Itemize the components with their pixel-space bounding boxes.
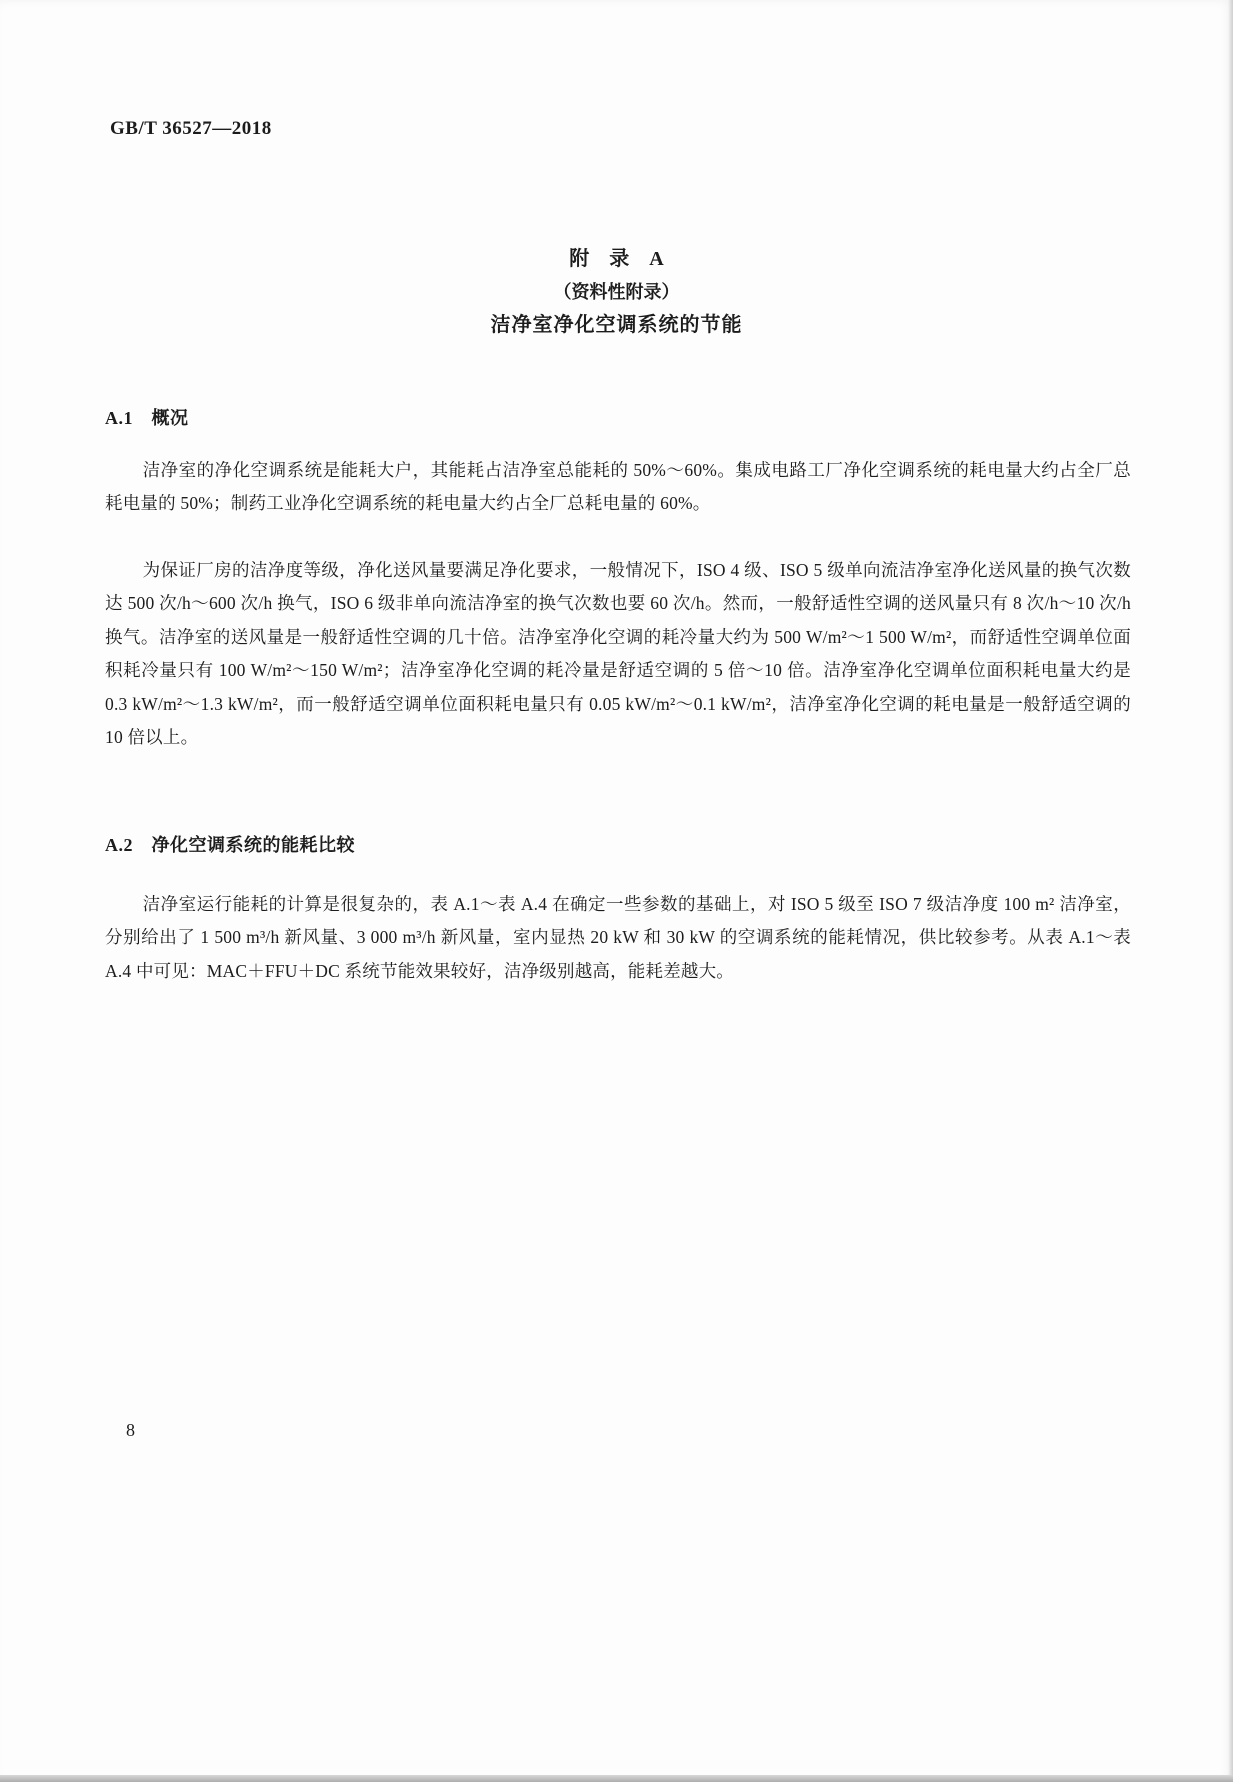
standard-number: GB/T 36527—2018 — [110, 118, 272, 139]
appendix-subtitle: （资料性附录） — [553, 282, 680, 302]
scan-edge-bottom — [0, 1775, 1233, 1782]
paragraph-a2-1: 洁净室运行能耗的计算是很复杂的，表 A.1～表 A.4 在确定一些参数的基础上，对 ISO 5 级至 ISO 7 级洁净度 100 m² 洁净室，分别给出了 1 500 m³/h 新风量、3 000 m³/h 新风量，室内显热 20 kW 和 30 kW 的空调系统的能耗情况，供比较参考。从表 A.1～表 A.4 中可见：MAC＋FFU＋DC 系统节能效果较好，洁净级别越高，能耗差越大。 — [105, 894, 1131, 981]
paragraph-a1-2: 为保证厂房的洁净度等级，净化送风量要满足净化要求，一般情况下，ISO 4 级、ISO 5 级单向流洁净室净化送风量的换气次数达 500 次/h～600 次/h 换气，ISO 6 级非单向流洁净室的换气次数也要 60 次/h。然而，一般舒适性空调的送风量只有 8 次/h～10 次/h 换气。洁净室的送风量是一般舒适性空调的几十倍。洁净室净化空调的耗冷量大约为 500 W/m²～1 500 W/m²，而舒适性空调单位面积耗冷量只有 100 W/m²～150 W/m²；洁净室净化空调的耗冷量是舒适空调的 5 倍～10 倍。洁净室净化空调单位面积耗电量大约是 0.3 kW/m²～1.3 kW/m²，而一般舒适空调单位面积耗电量只有 0.05 kW/m²～0.1 kW/m²，洁净室净化空调的耗电量是一般舒适空调的 10 倍以上。 — [105, 560, 1131, 748]
page-number: 8 — [126, 1420, 135, 1440]
section-heading-a2: A.2 净化空调系统的能耗比较 — [105, 835, 355, 855]
appendix-name: 洁净室净化空调系统的节能 — [490, 314, 743, 336]
paragraph-a1-1: 洁净室的净化空调系统是能耗大户，其能耗占洁净室总能耗的 50%～60%。集成电路工厂净化空调系统的耗电量大约占全厂总耗电量的 50%；制药工业净化空调系统的耗电量大约占全厂总耗电量的 60%。 — [105, 460, 1131, 514]
scan-edge-right — [1228, 0, 1233, 1782]
section-heading-a1: A.1 概况 — [105, 408, 189, 428]
appendix-title-block — [0, 243, 1233, 342]
appendix-title: 附 录 A — [569, 248, 664, 270]
